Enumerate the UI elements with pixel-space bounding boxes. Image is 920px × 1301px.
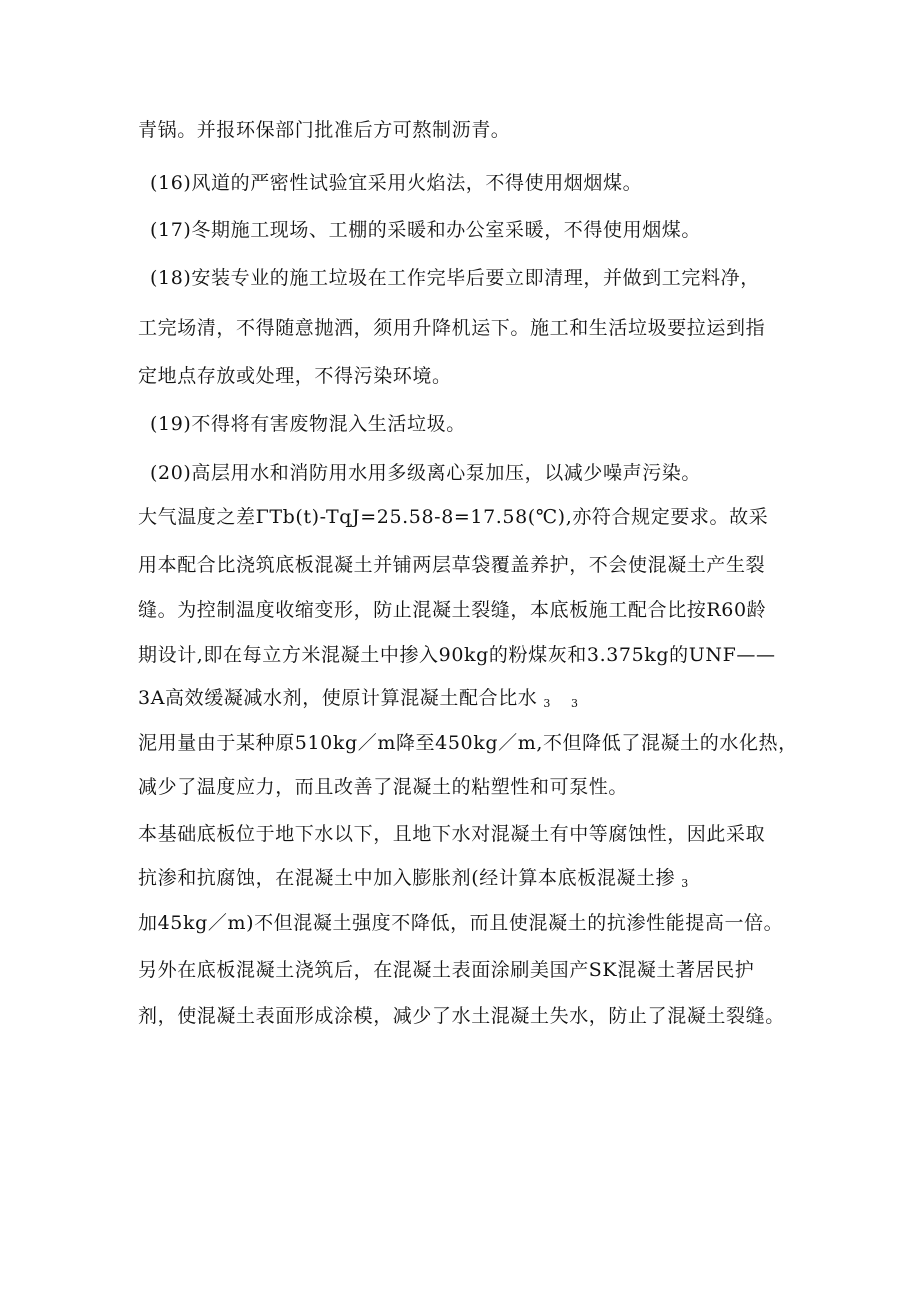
text-line: (18)安装专业的施工垃圾在工作完毕后要立即清理，并做到工完料净，	[150, 267, 760, 289]
text-line-with-superscript	[138, 866, 689, 893]
text-line: 工完场清，不得随意抛洒，须用升降机运下。施工和生活垃圾要拉运到指	[138, 317, 766, 339]
text-line: 青锅。并报环保部门批准后方可熬制沥青。	[138, 119, 511, 141]
superscript: 3	[571, 697, 579, 710]
superscript: 3	[543, 697, 552, 710]
text-line: 期设计,即在每立方米混凝土中掺入90kg的粉煤灰和3.375kg的UNF——	[138, 644, 776, 666]
text-line: 另外在底板混凝土浇筑后，在混凝土表面涂刷美国产SK混凝土著居民护	[138, 959, 755, 981]
text-line: 减少了温度应力，而且改善了混凝土的粘塑性和可泵性。	[138, 776, 629, 798]
text-line: 定地点存放或处理，不得污染环境。	[138, 365, 452, 387]
text-line: 本基础底板位于地下水以下，且地下水对混凝土有中等腐蚀性，因此采取	[138, 823, 766, 845]
text-line: (20)高层用水和消防用水用多级离心泵加压，以减少噪声污染。	[150, 462, 702, 484]
text-line: 缝。为控制温度收缩变形，防止混凝土裂缝，本底板施工配合比按R60龄	[138, 599, 767, 621]
text-line: 用本配合比浇筑底板混凝土并铺两层草袋覆盖养护，不会使混凝土产生裂	[138, 554, 766, 576]
text-line: 泥用量由于某种原510kg／m降至450kg／m,不但降低了混凝土的水化热，	[138, 732, 798, 754]
text-line: 大气温度之差ΓTb(t)-TqJ=25.58-8=17.58(℃),亦符合规定要求。故采	[138, 506, 769, 528]
superscript: 3	[681, 877, 689, 890]
text-line: (17)冬期施工现场、工棚的采暖和办公室采暖，不得使用烟煤。	[150, 219, 702, 241]
text-line: (16)风道的严密性试验宜采用火焰法，不得使用烟烟煤。	[150, 172, 643, 194]
text-line: 加45kg／m)不但混凝土强度不降低，而且使混凝土的抗渗性能提高一倍。	[138, 912, 784, 934]
text-line: (19)不得将有害废物混入生活垃圾。	[150, 413, 466, 435]
text-line-with-superscripts	[138, 686, 579, 713]
text-line: 抗渗和抗腐蚀，在混凝土中加入膨胀剂(经计算本底板混凝土掺	[138, 867, 676, 889]
text-line: 3A高效缓凝减水剂，使原计算混凝土配合比水	[138, 687, 538, 709]
text-line: 剂，使混凝土表面形成涂模，减少了水土混凝土失水，防止了混凝土裂缝。	[138, 1005, 785, 1027]
